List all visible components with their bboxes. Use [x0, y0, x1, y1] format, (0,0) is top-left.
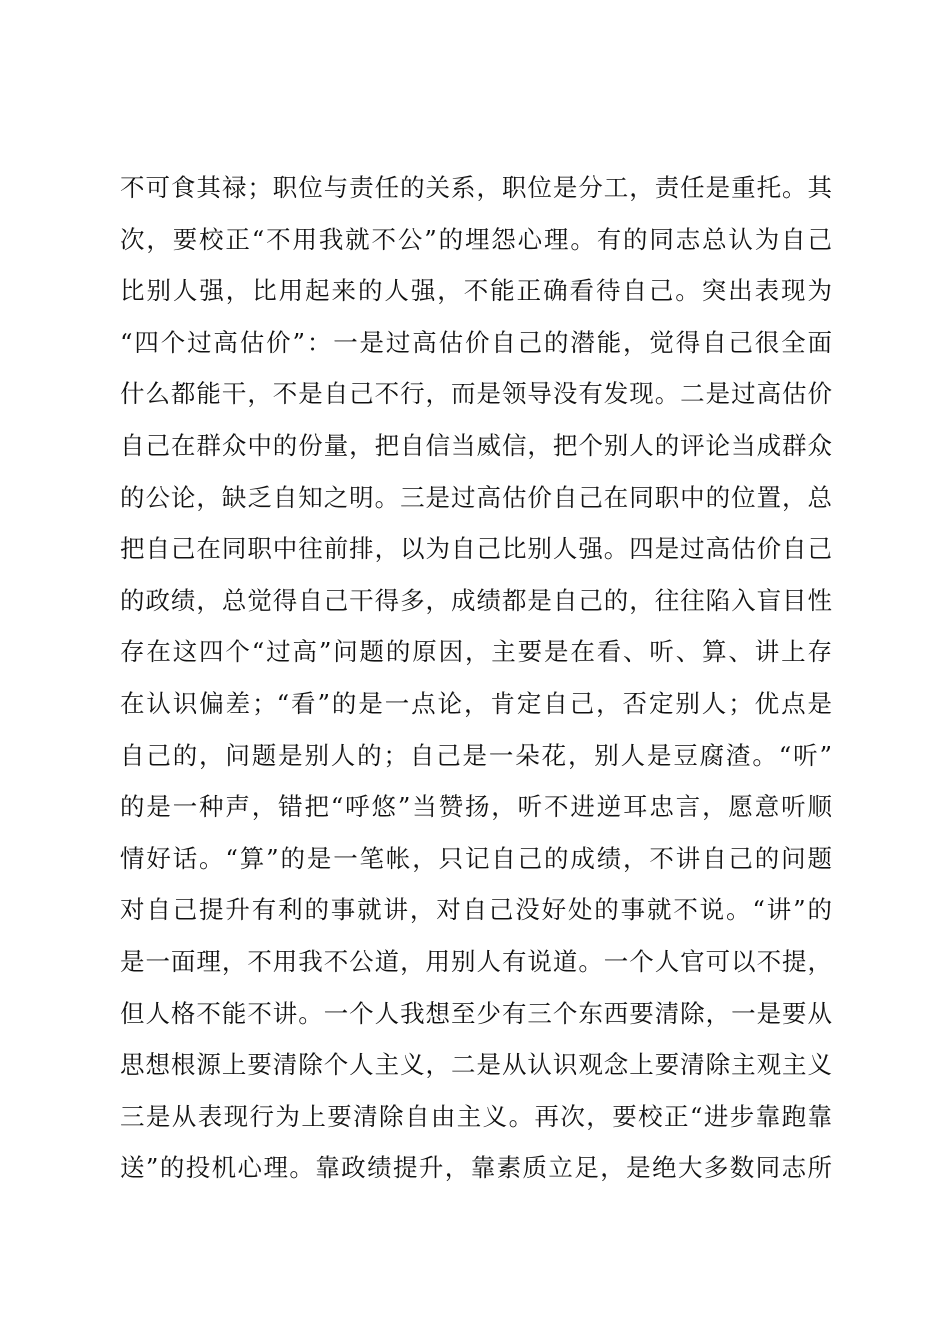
text-line: 自己的，问题是别人的；自己是一朵花，别人是豆腐渣。“听”	[120, 740, 832, 770]
text-line: 是一面理，不用我不公道，用别人有说道。一个人官可以不提，	[120, 946, 832, 976]
text-line: 把自己在同职中往前排，以为自己比别人强。四是过高估价自己	[120, 534, 832, 564]
text-line: 自己在群众中的份量，把自信当威信，把个别人的评论当成群众	[120, 430, 832, 460]
text-line: 的政绩，总觉得自己干得多，成绩都是自己的，往往陷入盲目性	[120, 585, 832, 615]
text-line: 比别人强，比用起来的人强，不能正确看待自己。突出表现为	[120, 276, 832, 306]
text-line: 的是一种声，错把“呼悠”当赞扬，听不进逆耳忠言，愿意听顺	[120, 792, 832, 822]
text-line: 存在这四个“过高”问题的原因，主要是在看、听、算、讲上存	[120, 637, 832, 667]
text-line: 不可食其禄；职位与责任的关系，职位是分工，责任是重托。其	[120, 173, 832, 202]
text-line: 在认识偏差；“看”的是一点论，肯定自己，否定别人；优点是	[120, 688, 832, 718]
text-line: 的公论，缺乏自知之明。三是过高估价自己在同职中的位置，总	[120, 482, 832, 512]
body-text	[120, 162, 832, 1194]
text-line: 但人格不能不讲。一个人我想至少有三个东西要清除，一是要从	[120, 998, 832, 1028]
text-line: 三是从表现行为上要清除自由主义。再次，要校正“进步靠跑靠	[120, 1101, 832, 1131]
text-line: 送”的投机心理。靠政绩提升，靠素质立足，是绝大多数同志所	[120, 1153, 832, 1183]
text-line: 次，要校正“不用我就不公”的埋怨心理。有的同志总认为自己	[120, 224, 832, 254]
text-line: 思想根源上要清除个人主义，二是从认识观念上要清除主观主义	[120, 1050, 832, 1080]
text-line: 情好话。“算”的是一笔帐，只记自己的成绩，不讲自己的问题	[120, 843, 832, 873]
text-line: 什么都能干，不是自己不行，而是领导没有发现。二是过高估价	[120, 379, 832, 409]
text-line: 对自己提升有利的事就讲，对自己没好处的事就不说。“讲”的	[120, 895, 832, 925]
text-line: “四个过高估价”：一是过高估价自己的潜能，觉得自己很全面	[120, 327, 832, 357]
